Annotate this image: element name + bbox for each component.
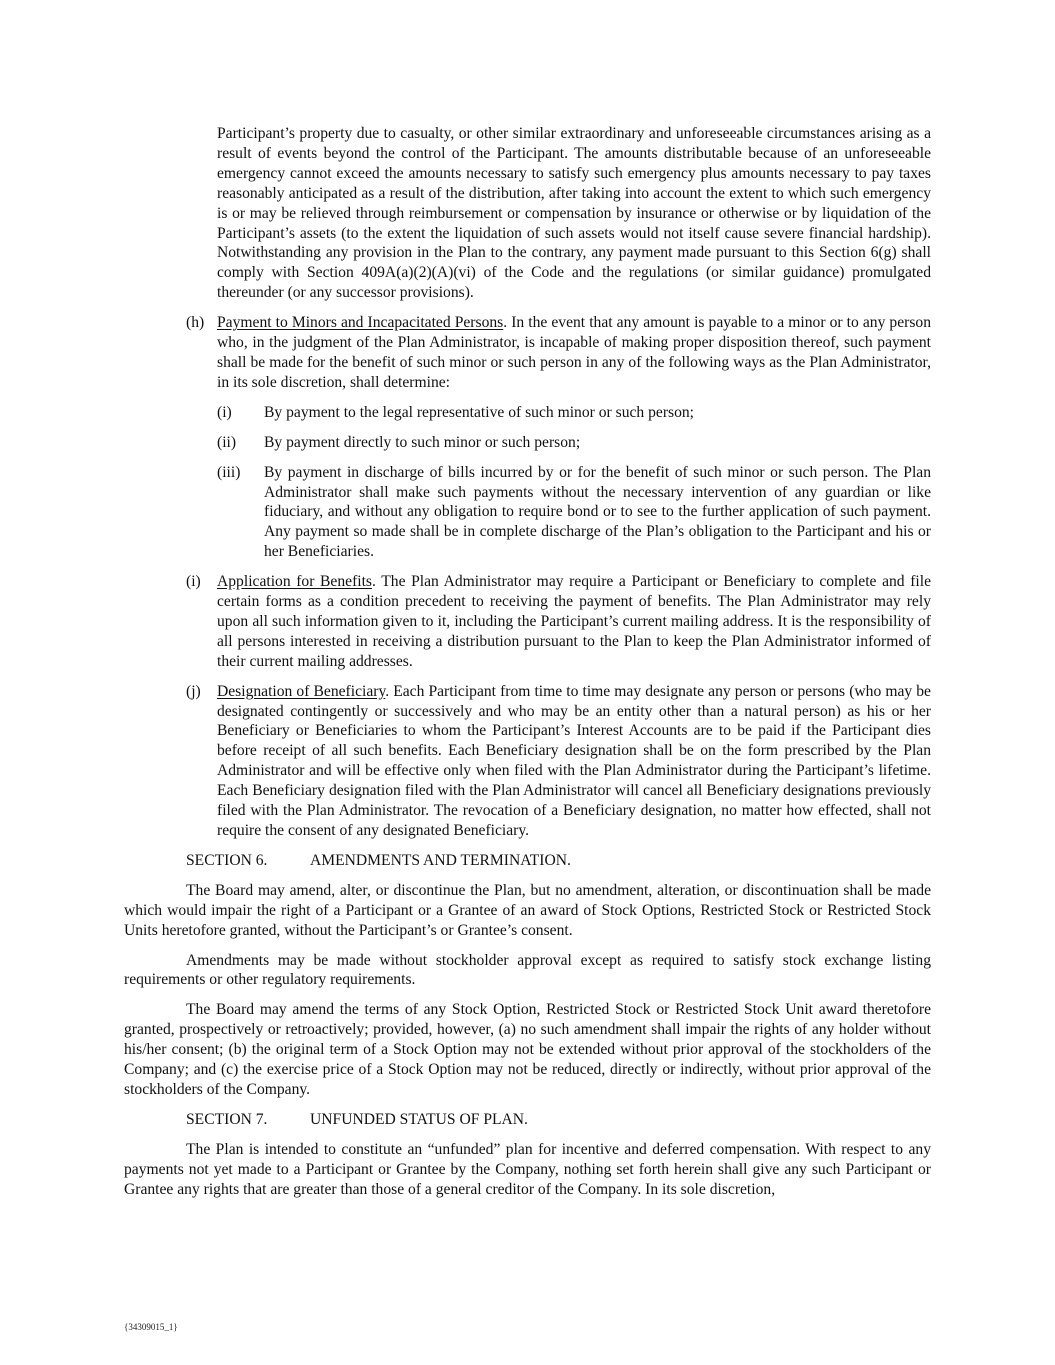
clause-title: Payment to Minors and Incapacitated Persons (217, 314, 504, 332)
subclause-label: (iii) (217, 463, 241, 481)
clause-label: (j) (186, 682, 201, 700)
clause-j (186, 682, 931, 841)
subclause-iii (217, 463, 931, 563)
clause-body: . In the event that any amount is payable to a minor or to any person who, in the judgment of the Plan Administrator, is incapable of making proper disposition thereof, such payment shall be made for the benefit of such minor or such person in any of the following ways as the Plan Administrator, in its sole discretion, shall determine: (217, 314, 932, 391)
clause-h (186, 313, 932, 393)
clause-body: . Each Participant from time to time may designate any person or persons (who may be designated contingently or successively and who may be an entity other than a natural person) as his or her Beneficiary or Beneficiaries to whom the Participant’s Interest Accounts are to be paid if the Participant dies before receipt of all such benefits. Each Beneficiary designation shall be on the form prescribed by the Plan Administrator and will be effective only when filed with the Plan Administrator during the Participant’s lifetime. Each Beneficiary designation filed with the Plan Administrator will cancel all Beneficiary designations previously filed with the Plan Administrator. The revocation of a Beneficiary designation, no matter how effected, shall not require the consent of any designated Beneficiary. (217, 682, 931, 839)
section-6-paragraph: Amendments may be made without stockholder approval except as required to satisfy stock exchange listing requirements or other regulatory requirements. (124, 951, 931, 989)
section-6-heading (124, 851, 931, 871)
section-title: UNFUNDED STATUS OF PLAN. (310, 1110, 528, 1128)
document-id-footer: {34309015_1} (124, 1322, 178, 1332)
section-6-paragraph: The Board may amend, alter, or discontinue the Plan, but no amendment, alteration, or discontinuation shall be made which would impair the right of a Participant or a Grantee of an award of Stock Options, Restricted Stock or Restricted Stock Units heretofore granted, without the Participant’s or Grantee’s consent. (124, 881, 931, 939)
continuation-paragraph: Participant’s property due to casualty, or other similar extraordinary and unforeseeable circumstances arising as a result of events beyond the control of the Participant. The amounts distributable because of an unforeseeable emergency cannot exceed the amounts necessary to satisfy such emergency plus amounts necessary to pay taxes reasonably anticipated as a result of the distribution, after taking into account the extent to which such emergency is or may be relieved through reimbursement or compensation by insurance or otherwise or by liquidation of the Participant’s assets (to the extent the liquidation of such assets would not itself cause severe financial hardship). Notwithstanding any provision in the Plan to the contrary, any payment made pursuant to this Section 6(g) shall comply with Section 409A(a)(2)(A)(vi) of the Code and the regulations (or similar guidance) promulgated thereunder (or any successor provisions). (217, 125, 931, 302)
clause-label: (h) (186, 314, 205, 332)
clause-i (186, 572, 931, 672)
subclause-label: (i) (217, 403, 232, 421)
clause-body: . The Plan Administrator may require a Participant or Beneficiary to complete and file certain forms as a condition precedent to receiving the payment of benefits. The Plan Administrator may rely upon all such information given to it, including the Participant’s current mailing address. It is the responsibility of all persons interested in receiving a distribution pursuant to the Plan to keep the Plan Administrator informed of their current mailing addresses. (217, 573, 931, 670)
subclause-ii (217, 433, 931, 453)
section-7-heading (124, 1110, 931, 1130)
clause-text (217, 572, 931, 672)
clause-text (217, 313, 931, 393)
subclause-text: By payment directly to such minor or such person; (264, 433, 581, 451)
section-title: AMENDMENTS AND TERMINATION. (310, 851, 571, 869)
subclause-i (217, 403, 931, 423)
clause-label: (i) (186, 573, 201, 591)
section-6-paragraph: The Board may amend the terms of any Stock Option, Restricted Stock or Restricted Stock Unit award theretofore granted, prospectively or retroactively; provided, however, (a) no such amendment shall impair the rights of any holder without his/her consent; (b) the original term of a Stock Option may not be extended without prior approval of the stockholders of the Company; and (c) the exercise price of a Stock Option may not be reduced, directly or indirectly, without prior approval of the stockholders of the Company. (124, 1001, 931, 1098)
section-number: SECTION 7. (186, 1110, 268, 1128)
page-body (124, 124, 931, 1200)
subclause-text: By payment to the legal representative of such minor or such person; (264, 403, 695, 421)
clause-title: Application for Benefits (217, 573, 373, 591)
section-number: SECTION 6. (186, 851, 268, 869)
subclause-text: By payment in discharge of bills incurred by or for the benefit of such minor or such person. The Plan Administrator shall make such payments without the necessary intervention of any guardian or like fiduciary, and without any obligation to require bond or to see to the further application of such payment. Any payment so made shall be in complete discharge of the Plan’s obligation to the Participant and his or her Beneficiaries. (264, 463, 931, 561)
clause-text (217, 682, 931, 841)
subclause-label: (ii) (217, 433, 237, 451)
clause-title: Designation of Beneficiary (217, 682, 386, 700)
section-7-paragraph: The Plan is intended to constitute an “unfunded” plan for incentive and deferred compensation. With respect to any payments not yet made to a Participant or Grantee by the Company, nothing set forth herein shall give any such Participant or Grantee any rights that are greater than those of a general creditor of the Company. In its sole discretion, (124, 1140, 931, 1198)
